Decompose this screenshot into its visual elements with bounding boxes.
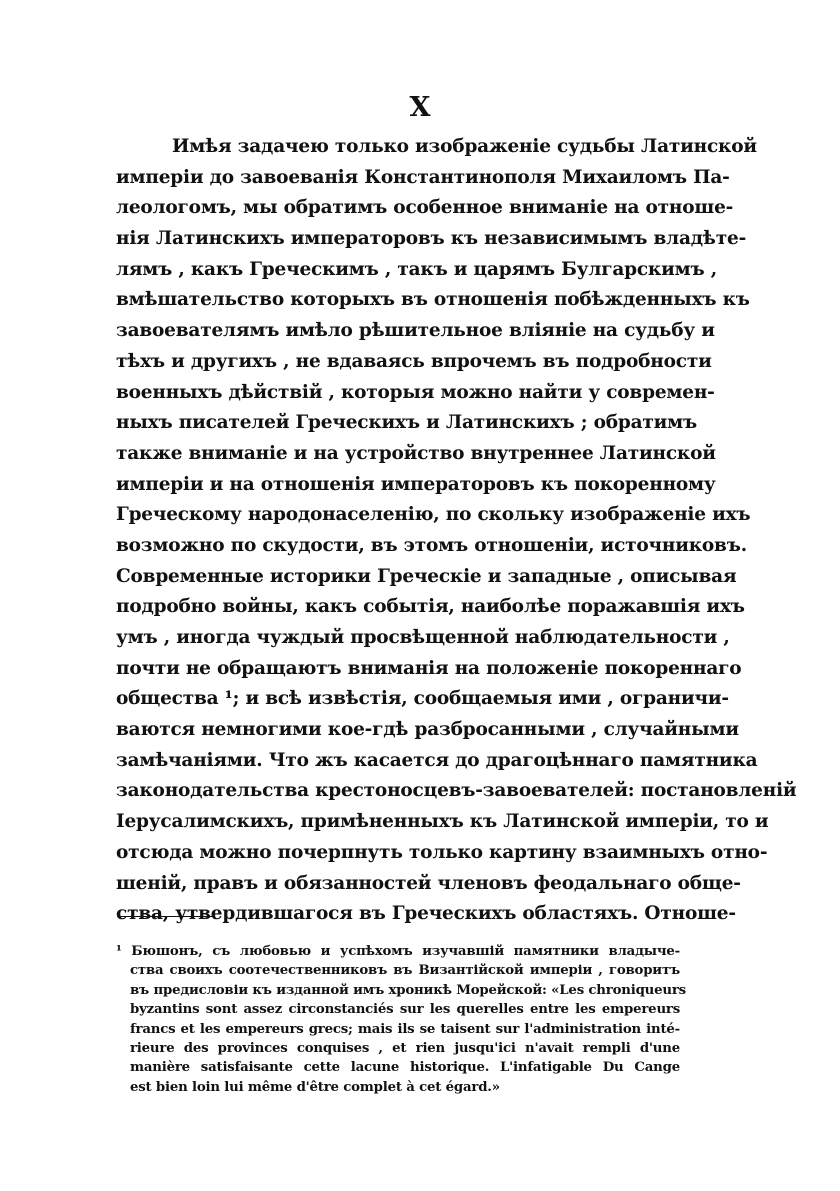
body-line: вмѣшательство которыхъ въ отношенія побѣжденныхъ къ bbox=[116, 289, 750, 311]
body-line: ваются немногими кое-гдѣ разбросанными , случайными bbox=[116, 719, 739, 741]
footnote-line: est bien loin lui même d'être complet à cet égard.» bbox=[130, 1079, 500, 1095]
body-line: почти не обращаютъ вниманія на положеніе покореннаго bbox=[116, 657, 742, 679]
footnote-line: ства своихъ соотечественниковъ въ Византійской имперіи , говоритъ bbox=[130, 963, 680, 979]
body-line: леологомъ, мы обратимъ особенное вниманіе на отноше- bbox=[116, 197, 734, 219]
body-line: замѣчаніями. Что жъ касается до драгоцѣннаго памятника bbox=[116, 749, 758, 771]
body-line: возможно по скудости, въ этомъ отношеніи, источниковъ. bbox=[116, 534, 747, 556]
body-line: подробно войны, какъ событія, наиболѣе поражавшія ихъ bbox=[116, 596, 745, 618]
body-line: общества ¹; и всѣ извѣстія, сообщаемыя ими , ограничи- bbox=[116, 688, 729, 710]
body-line: Іерусалимскихъ, примѣненныхъ къ Латинской имперіи, то и bbox=[116, 811, 769, 833]
body-line: имперіи до завоеванія Константинополя Михаиломъ Па- bbox=[116, 166, 730, 188]
body-line: имперіи и на отношенія императоровъ къ покоренному bbox=[116, 473, 716, 495]
footnote-divider bbox=[119, 916, 213, 917]
body-line: военныхъ дѣйствій , которыя можно найти у современ- bbox=[116, 381, 715, 403]
body-line: также вниманіе и на устройство внутреннее Латинской bbox=[116, 442, 716, 464]
body-line: Имѣя задачею только изображеніе судьбы Латинской bbox=[172, 136, 757, 157]
footnote-line: ¹ Бюшонъ, съ любовью и успѣхомъ изучавшій памятники владыче- bbox=[116, 944, 680, 959]
body-line: законодательства крестоносцевъ-завоевателей: постановленій bbox=[116, 780, 797, 802]
body-line: Греческому народонаселенію, по скольку изображеніе ихъ bbox=[116, 504, 751, 526]
body-line: Современные историки Греческіе и западные , описывая bbox=[116, 565, 737, 587]
body-line: шеній, правъ и обязанностей членовъ феодальнаго обще- bbox=[116, 872, 741, 894]
body-line: завоевателямъ имѣло рѣшительное вліяніе на судьбу и bbox=[116, 320, 715, 342]
footnote-line: manière satisfaisante cette lacune historique. L'infatigable Du Cange bbox=[130, 1060, 680, 1076]
body-line: нія Латинскихъ императоровъ къ независимымъ владѣте- bbox=[116, 228, 747, 250]
body-line: умъ , иногда чуждый просвѣщенной наблюдательности , bbox=[116, 627, 730, 648]
page-number: X bbox=[409, 92, 431, 123]
footnote-line: въ предисловіи къ изданной имъ хроникѣ Морейской: «Les chroniqueurs bbox=[130, 982, 686, 998]
footnote-line: byzantins sont assez circonstanciés sur les querelles entre les empereurs bbox=[130, 1002, 680, 1018]
body-line: тѣхъ и другихъ , не вдаваясь впрочемъ въ подробности bbox=[116, 350, 712, 372]
footnote-line: rieure des provinces conquises , et rien jusqu'ici n'avait rempli d'une bbox=[130, 1040, 680, 1056]
body-text bbox=[116, 132, 797, 930]
footnote-line: francs et les empereurs grecs; mais ils se taisent sur l'administration inté- bbox=[130, 1021, 680, 1037]
body-line: лямъ , какъ Греческимъ , такъ и царямъ Булгарскимъ , bbox=[116, 258, 717, 280]
body-line: ныхъ писателей Греческихъ и Латинскихъ ; обратимъ bbox=[116, 412, 698, 434]
body-line: отсюда можно почерпнуть только картину взаимныхъ отно- bbox=[116, 841, 768, 863]
body-line: ства, утвердившагося въ Греческихъ областяхъ. Отноше- bbox=[116, 903, 736, 925]
footnote bbox=[116, 942, 686, 1097]
